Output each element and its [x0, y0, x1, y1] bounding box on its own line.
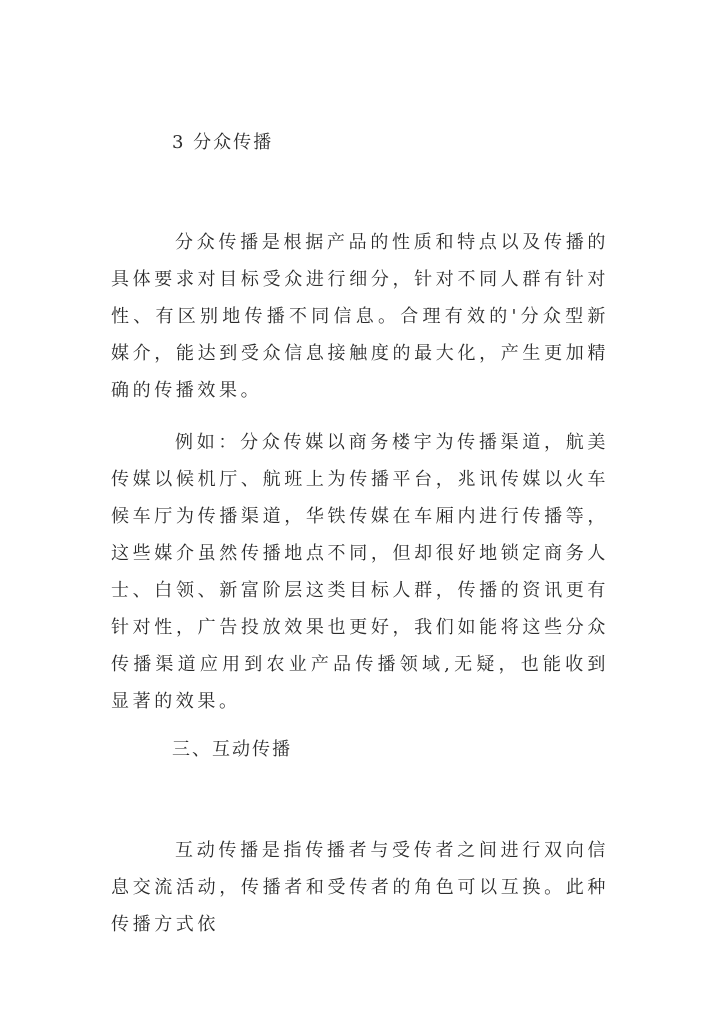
paragraph-segmentation-definition: 分众传播是根据产品的性质和特点以及传播的具体要求对目标受众进行细分，针对不同人群有针对性、有区别地传播不同信息。合理有效的'分众型新媒介，能达到受众信息接触度的最大化，产生更加精确的传播效果。	[111, 232, 609, 401]
section-heading-interactive-communication: 三、互动传播	[172, 739, 292, 760]
paragraph-segmentation-examples: 例如：分众传媒以商务楼宇为传播渠道，航美传媒以候机厅、航班上为传播平台，兆讯传媒以火车候车厅为传播渠道，华铁传媒在车厢内进行传播等，这些媒介虽然传播地点不同，但却很好地锁定商务人士、白领、新富阶层这类目标人群，传播的资讯更有针对性，广告投放效果也更好，我们如能将这些分众传播渠道应用到农业产品传播领域,无疑，也能收到显著的效果。	[111, 432, 609, 712]
paragraph-interactive-definition: 互动传播是指传播者与受传者之间进行双向信息交流活动，传播者和受传者的角色可以互换。此种传播方式依	[111, 840, 609, 935]
section-heading-audience-segmentation: 3 分众传播	[172, 132, 274, 153]
